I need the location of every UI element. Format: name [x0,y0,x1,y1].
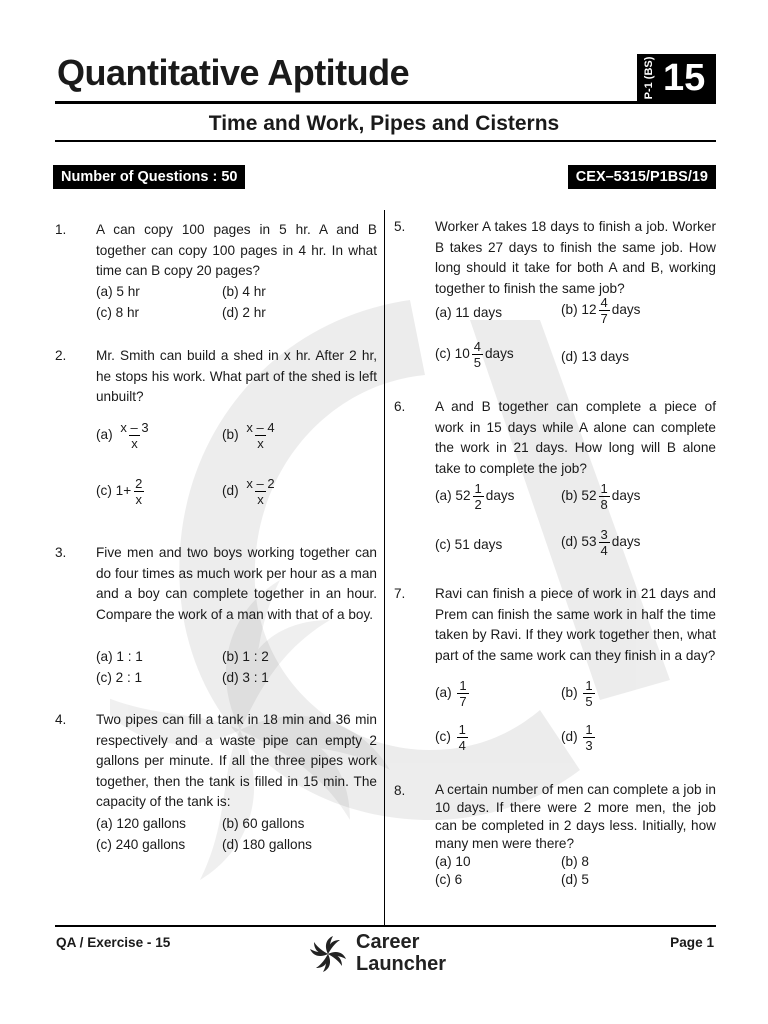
option-b: (b) 4 hr [222,284,266,299]
option-suffix: days [611,488,641,504]
option-suffix: days [485,488,515,504]
option-c: (c) 240 gallons [96,837,186,852]
denominator: 7 [600,311,608,326]
option-label: (b) [561,302,578,318]
option-d: (d) 5 [561,872,589,887]
question-text: Mr. Smith can build a shed in x hr. After 2 hr, he stops his work. What part of the shed is left unbuilt? [96,348,377,404]
denominator: x [257,492,264,507]
option-b: (b) 1 : 2 [222,649,269,664]
question-text: Five men and two boys working together can do four times as much work per hour as a man and a boy can complete together in an hour. Compare the work of a man with that of a boy. [96,545,377,622]
column-divider [384,210,385,925]
denominator: 8 [600,497,608,512]
numerator: x – 4 [246,420,275,435]
numerator: 4 [600,295,608,310]
option-label: (a) [96,427,113,443]
numerator: 1 [585,678,593,693]
option-c: (c) 2 : 1 [96,670,143,685]
whole-number: 52 [581,488,597,504]
question-number: 8. [394,783,406,798]
question-text: A certain number of men can complete a job in 10 days. If there were 2 more men, the job can be completed in 2 days less. Initially, how many men were there? [435,782,716,851]
option-b [222,420,279,451]
numerator: 4 [473,339,481,354]
logo-text-career: Career [356,931,420,953]
logo-text-launcher: Launcher [356,953,447,975]
question-8 [394,781,716,896]
option-b [561,481,640,512]
page-subtitle: Time and Work, Pipes and Cisterns [208,112,560,135]
option-a: (a) 5 hr [96,284,140,299]
option-d: (d) 180 gallons [222,837,312,852]
header-rule [55,101,716,104]
question-text: Worker A takes 18 days to finish a job. Worker B takes 27 days to finish the same job. How long should it take for both A and B, working together to finish the same job? [435,219,716,296]
option-d [561,527,640,558]
denominator: 4 [600,543,608,558]
question-7 [394,584,716,764]
question-text: Two pipes can fill a tank in 18 min and 36 min respectively and a waste pipe can empty 2 gallons per minute. If all the three pipes work together, then the tank is filled in 15 min. The capacity of the tank is: [96,712,377,809]
option-a: (a) 11 days [435,305,502,320]
question-number: 1. [55,222,67,237]
option-label: (c) [96,483,112,499]
fraction [473,481,484,512]
option-c: (c) 51 days [435,537,503,552]
fraction [457,722,468,753]
option-b: (b) 60 gallons [222,816,305,831]
numerator: 1 [600,481,608,496]
chapter-number: 15 [663,57,706,99]
option-label: (a) [435,685,452,701]
denominator: 3 [585,738,593,753]
denominator: 2 [474,497,482,512]
option-c: (c) 8 hr [96,305,140,320]
question-6 [394,397,716,572]
option-label: (b) [222,427,239,443]
option-d: (d) 13 days [561,349,630,364]
question-4 [55,710,377,860]
option-b [561,678,597,709]
option-suffix: days [485,346,514,362]
question-1 [55,220,377,330]
paper-code: P-1 (BS) [643,56,655,100]
option-d [561,722,597,753]
whole-number: 53 [581,534,597,550]
option-a [96,420,153,451]
footer-rule [55,925,716,927]
denominator: x [257,436,264,451]
option-d: (d) 2 hr [222,305,266,320]
fraction [599,481,610,512]
question-number: 6. [394,399,406,414]
option-label: (a) [435,488,452,504]
question-number: 5. [394,219,406,234]
option-c: (c) 6 [435,872,463,887]
option-label: (b) [561,685,578,701]
question-number: 3. [55,545,67,560]
fraction [599,527,610,558]
question-3 [55,543,377,693]
option-suffix: days [611,534,641,550]
subtitle-rule [55,140,716,142]
numerator: 1 [459,678,467,693]
fraction [457,678,468,709]
fraction [472,339,483,370]
numerator: x – 3 [120,420,149,435]
option-c [435,722,470,753]
denominator: 7 [459,694,467,709]
option-label: (b) [561,488,578,504]
denominator: 5 [473,355,481,370]
numerator: x – 2 [246,476,275,491]
option-a: (a) 120 gallons [96,816,186,831]
question-text: Ravi can finish a piece of work in 21 days and Prem can finish the same work in half the time taken by Ravi. If they work together then, what part of the same work can they finish in a day? [435,586,716,663]
fraction [583,678,594,709]
numerator: 1 [458,722,466,737]
option-label: (d) [561,534,578,550]
option-d: (d) 3 : 1 [222,670,269,685]
numerator: 2 [135,476,143,491]
page-title: Quantitative Aptitude [57,52,410,93]
question-number: 2. [55,348,67,363]
chapter-badge [637,54,716,102]
career-launcher-logo [304,930,474,976]
denominator: 5 [585,694,593,709]
fraction [133,476,144,507]
whole-number: 52 [455,488,471,504]
option-suffix: days [611,302,641,318]
footer-exercise-label: QA / Exercise - 15 [56,935,171,950]
question-2 [55,346,377,521]
question-number: 7. [394,586,406,601]
denominator: x [135,492,142,507]
whole-number: 10 [454,346,470,362]
question-text: A and B together can complete a piece of work in 15 days while A alone can complete the work in 21 days. How long will B alone take to complete the job? [435,399,716,476]
option-d [222,476,279,507]
option-label: (d) [222,483,239,499]
question-count-tag: Number of Questions : 50 [53,165,245,189]
question-text: A can copy 100 pages in 5 hr. A and B together can copy 100 pages in 4 hr. In what time can B copy 20 pages? [96,222,377,278]
option-c [96,476,146,507]
numerator: 1 [474,481,482,496]
numerator: 3 [600,527,608,542]
option-b: (b) 8 [561,854,589,869]
option-c [435,339,514,370]
fraction [599,295,610,326]
option-b [561,295,640,326]
question-number: 4. [55,712,67,727]
fraction [118,420,150,451]
denominator: 4 [458,738,466,753]
denominator: x [131,436,138,451]
numerator: 1 [585,722,593,737]
fraction [244,420,276,451]
option-a [435,678,471,709]
option-label: (d) [561,729,578,745]
question-5 [394,217,716,377]
whole-number: 12 [581,302,597,318]
fraction [244,476,276,507]
option-label: (c) [435,729,451,745]
pinwheel-icon [304,934,352,974]
option-a [435,481,514,512]
option-prefix: 1+ [115,483,132,499]
fraction [583,722,594,753]
option-a: (a) 1 : 1 [96,649,143,664]
paper-code-vertical [639,54,659,102]
page-number: Page 1 [670,935,714,950]
option-a: (a) 10 [435,854,471,869]
option-label: (c) [435,346,451,362]
exam-code-tag: CEX–5315/P1BS/19 [568,165,716,189]
